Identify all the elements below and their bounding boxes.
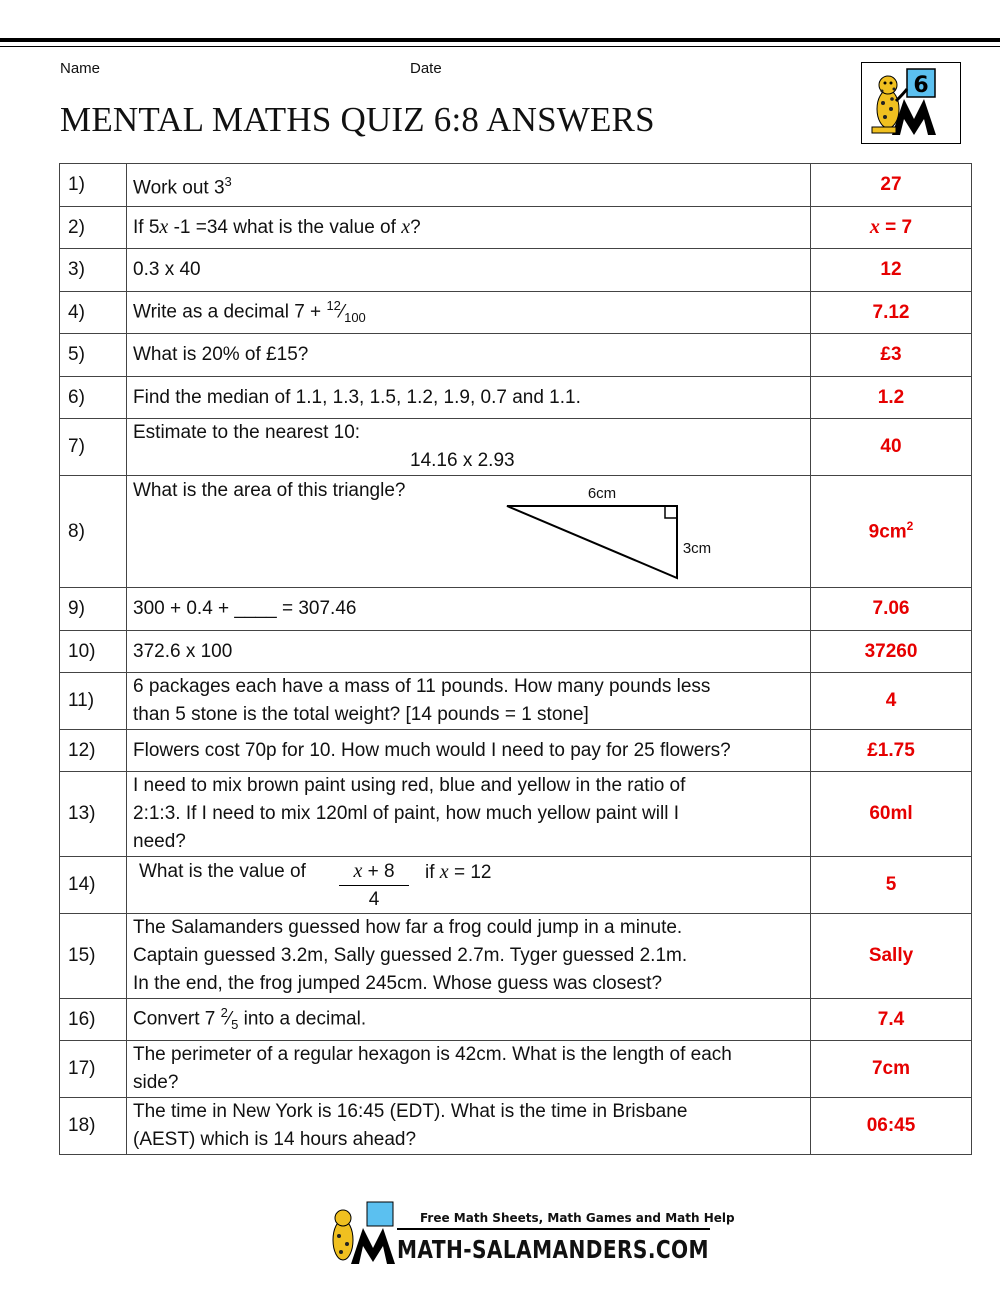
question-text: 372.6 x 100 — [127, 631, 811, 673]
quiz-table — [59, 163, 972, 1155]
question-text: What is the value of x + 8 4 if x = 12 — [127, 857, 811, 914]
question-number: 5) — [60, 334, 127, 377]
answer: 7.06 — [811, 588, 972, 631]
fraction-numerator: 12 — [326, 298, 341, 314]
question-row — [60, 207, 972, 249]
top-rule-thick — [0, 38, 1000, 42]
answer: 5 — [811, 857, 972, 914]
answer: £1.75 — [811, 730, 972, 772]
answer: Sally — [811, 914, 972, 999]
question-number: 2) — [60, 207, 127, 249]
question-number: 4) — [60, 292, 127, 334]
answer: 1.2 — [811, 377, 972, 419]
question-row — [60, 164, 972, 207]
question-number: 3) — [60, 249, 127, 292]
answer: 7cm — [811, 1041, 972, 1098]
question-number: 15) — [60, 914, 127, 999]
question-text: Flowers cost 70p for 10. How much would I need to pay for 25 flowers? — [127, 730, 811, 772]
question-row — [60, 673, 972, 730]
answer: 4 — [811, 673, 972, 730]
answer: x = 7 — [811, 207, 972, 249]
question-text: 6 packages each have a mass of 11 pounds. How many pounds less than 5 stone is the total weight? [14 pounds = 1 stone] — [127, 673, 811, 730]
question-row — [60, 999, 972, 1041]
question-number: 18) — [60, 1098, 127, 1155]
question-row — [60, 377, 972, 419]
question-text: The perimeter of a regular hexagon is 42cm. What is the length of each side? — [127, 1041, 811, 1098]
question-row — [60, 249, 972, 292]
answer: 7.4 — [811, 999, 972, 1041]
answer: 40 — [811, 419, 972, 476]
question-text: Write as a decimal $7 + ^{12}⁄_{100}$ — [127, 292, 811, 334]
fraction-numerator: x + 8 — [339, 858, 409, 886]
fraction-denominator: 4 — [368, 889, 380, 910]
q1-exponent: 3 — [224, 173, 232, 189]
question-row — [60, 334, 972, 377]
math-salamanders-logo-icon — [325, 1198, 735, 1270]
date-label: Date — [410, 60, 442, 77]
question-text — [127, 164, 811, 207]
triangle-side-right: 3cm — [682, 540, 712, 557]
logo-grade-number: 6 — [913, 73, 929, 98]
question-text: Convert 7 $^2⁄_5$ into a decimal. — [127, 999, 811, 1041]
question-text: The time in New York is 16:45 (EDT). What is the time in Brisbane (AEST) which is 14 hours ahead? — [127, 1098, 811, 1155]
question-number: 9) — [60, 588, 127, 631]
q1-text: Work out 3 — [133, 177, 225, 199]
question-number: 16) — [60, 999, 127, 1041]
page-title: MENTAL MATHS QUIZ 6:8 ANSWERS — [60, 100, 655, 139]
question-row — [60, 631, 972, 673]
answer: $9cm^2$ — [811, 476, 972, 588]
question-text — [127, 476, 811, 588]
question-row — [60, 476, 972, 588]
salamander-logo-icon — [862, 63, 959, 142]
question-text: The Salamanders guessed how far a frog could jump in a minute. Captain guessed 3.2m, Sally guessed 2.7m. Tyger guessed 2.1m. In the end, the frog jumped 245cm. Whose guess was closest? — [127, 914, 811, 999]
question-row — [60, 1041, 972, 1098]
footer-tagline: Free Math Sheets, Math Games and Math Help — [420, 1211, 735, 1225]
question-row — [60, 730, 972, 772]
answer: 12 — [811, 249, 972, 292]
question-number: 10) — [60, 631, 127, 673]
answer: 06:45 — [811, 1098, 972, 1155]
question-text: If 5x -1 =34 what is the value of x? — [127, 207, 811, 249]
question-text: I need to mix brown paint using red, blue and yellow in the ratio of 2:1:3. If I need to mix 120ml of paint, how much yellow paint will I need? — [127, 772, 811, 857]
footer-site-name: MATH-SALAMANDERS.COM — [397, 1235, 709, 1264]
answer: 60ml — [811, 772, 972, 857]
question-row — [60, 772, 972, 857]
triangle-diagram — [507, 478, 747, 578]
question-row — [60, 588, 972, 631]
triangle-side-top: 6cm — [587, 485, 617, 502]
answer: 27 — [811, 164, 972, 207]
fraction-denominator: 5 — [231, 1017, 239, 1033]
answer: £3 — [811, 334, 972, 377]
question-text: 300 + 0.4 + ____ = 307.46 — [127, 588, 811, 631]
answer: 37260 — [811, 631, 972, 673]
grade-logo — [861, 62, 961, 144]
question-number: 11) — [60, 673, 127, 730]
question-text — [127, 419, 811, 476]
answer: 7.12 — [811, 292, 972, 334]
q7-instruction: Estimate to the nearest 10: — [133, 422, 361, 443]
question-number: 6) — [60, 377, 127, 419]
site-footer-logo — [325, 1198, 735, 1270]
question-row — [60, 292, 972, 334]
question-number: 13) — [60, 772, 127, 857]
question-number: 8) — [60, 476, 127, 588]
question-row — [60, 914, 972, 999]
question-text: Find the median of 1.1, 1.3, 1.5, 1.2, 1.9, 0.7 and 1.1. — [127, 377, 811, 419]
question-number: 12) — [60, 730, 127, 772]
q7-expression: 14.16 x 2.93 — [410, 450, 515, 471]
question-row — [60, 857, 972, 914]
question-row — [60, 1098, 972, 1155]
top-rule-thin — [0, 46, 1000, 47]
question-number: 1) — [60, 164, 127, 207]
fraction-denominator: 100 — [344, 310, 366, 326]
question-number: 17) — [60, 1041, 127, 1098]
question-number: 7) — [60, 419, 127, 476]
question-text: 0.3 x 40 — [127, 249, 811, 292]
question-number: 14) — [60, 857, 127, 914]
question-text: What is 20% of £15? — [127, 334, 811, 377]
q8-question: What is the area of this triangle? — [133, 480, 406, 501]
fraction-numerator: 2 — [220, 1005, 228, 1021]
question-row — [60, 419, 972, 476]
name-label: Name — [60, 60, 101, 77]
